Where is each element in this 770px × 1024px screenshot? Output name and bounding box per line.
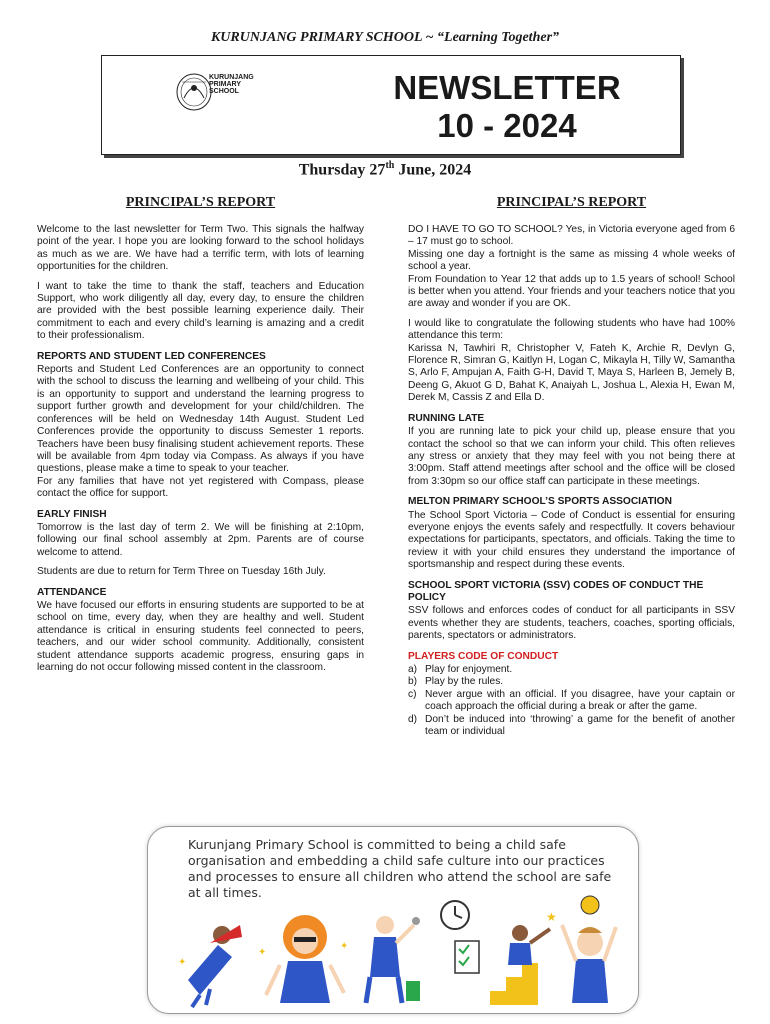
right-column (408, 195, 735, 738)
list-item: c) Never argue with an official. If you disagree, have your captain or coach approach the official during a break or after the game. (408, 688, 735, 713)
flying-hero-icon (178, 925, 242, 1007)
missing-days-text: Missing one day a fortnight is the same as missing 4 whole weeks of school a year. (408, 248, 735, 273)
svg-text:✦: ✦ (340, 941, 349, 952)
cheering-hero-icon (562, 896, 616, 1003)
congratulations-text: I would like to congratulate the following students who have had 100% attendance this term: (408, 317, 735, 342)
sports-association-heading: MELTON PRIMARY SCHOOL’S SPORTS ASSOCIATION (408, 496, 672, 508)
right-column-title: PRINCIPAL’S REPORT (496, 195, 647, 210)
conferences-heading: REPORTS AND STUDENT LED CONFERENCES (37, 350, 266, 362)
svg-text:✦: ✦ (178, 957, 187, 968)
svg-text:✦: ✦ (258, 947, 267, 958)
attendance-question: DO I HAVE TO GO TO SCHOOL? Yes, in Victoria everyone aged from 6 – 17 must go to school. (408, 224, 735, 248)
stairs-hero-icon (490, 910, 557, 1005)
recycling-hero-icon (366, 916, 420, 1003)
newsletter-date: Thursday 27th June, 2024 (298, 160, 472, 179)
thanks-paragraph: I want to take the time to thank the staff, teachers and Education Support, who work diligently all day, every day, to ensure the children are provided with the best possible learning experience daily. Their commitment to each and every child’s learning is amazing and a credit to their professionalism. (37, 280, 364, 342)
running-late-heading: RUNNING LATE (408, 412, 485, 424)
foundation-text: From Foundation to Year 12 that adds up to 1.5 years of school! School is better when you attend. Your friends and your teachers notice that you are away and wonder if you are OK. (408, 273, 735, 310)
clock-icon (441, 901, 469, 929)
players-code-heading: PLAYERS CODE OF CONDUCT (408, 650, 559, 662)
return-paragraph: Students are due to return for Term Three on Tuesday 16th July. (37, 566, 326, 578)
svg-text:★: ★ (546, 910, 557, 924)
newsletter-title: NEWSLETTER (393, 69, 621, 106)
list-item: a) Play for enjoyment. (408, 664, 513, 675)
early-finish-paragraph: Tomorrow is the last day of term 2. We will be finishing at 2:10pm, following our final school assembly at 2pm. Parents are of course welcome to attend. (37, 521, 364, 558)
child-safe-banner (147, 826, 639, 1014)
newsletter-issue: 10 - 2024 (437, 107, 577, 144)
attendance-paragraph: We have focused our efforts in ensuring students are supported to be at school on time, every day, when they are healthy and well. Student attendance is critical in ensuring students feel connected to peers, teachers, and our wider school community. Additionally, consistent student attendance supports academic progress, ensuring gaps in learning do not occur following missed content in the classroom. (37, 599, 364, 673)
school-header-line: KURUNJANG PRIMARY SCHOOL ~ “Learning Together” (210, 30, 560, 45)
child-safe-statement: Kurunjang Primary School is committed to being a child safe organisation and embedding a child safe culture into our practices and processes to ensure all children who attend the school are safe at all times. (188, 837, 612, 900)
checklist-icon (455, 941, 479, 973)
left-column (37, 195, 364, 681)
players-code-list (408, 664, 735, 738)
conferences-paragraph: Reports and Student Led Conferences are an opportunity to connect with the school to discuss the learning and wellbeing of your child. This is an opportunity to support and understand the learning progress to support further growth and development for your child/children. The conferences will be held on Wednesday 14th August. Student Led Conferences provide the opportunity to discuss Semester 1 reports. Teachers have been busy finalising student achievement reports. These will be available from 4pm today via Compass. As always if you have questions, please make a time to speak to your teacher. (37, 364, 364, 475)
attendance-heading: ATTENDANCE (37, 586, 107, 598)
list-item: b) Play by the rules. (408, 676, 504, 688)
girl-hero-icon (258, 915, 348, 1003)
ssv-paragraph: SSV follows and enforces codes of conduct for all participants in SSV events whether they are students, teachers, coaches, sporting officials, parents, spectators or administrators. (408, 605, 735, 642)
student-list: Karissa N, Tawhiri R, Christopher V, Fateh K, Archie R, Devlyn G, Florence R, Simran G, Kaitlyn H, Logan C, Mikayla H, Tilly W, Samantha S, Arlo F, Ampujan A, Faith G-H, David T, Maya S, Harleen B, Jemely B, Deeng G, Akuot G D, Bahat K, Anaiyah L, Joshua L, Alexia H, Ewan M, Derek M, Cassis Z and Ella D. (408, 342, 735, 404)
list-item: d) Don’t be induced into ‘throwing’ a game for the benefit of another team or individual (408, 713, 735, 738)
logo-wordmark: KURUNJANG PRIMARY SCHOOL (209, 74, 254, 95)
running-late-paragraph: If you are running late to pick your child up, please ensure that you contact the school so that we can inform your child. This often relieves any stress or anxiety that they may feel with you not being there at 3:00pm. Staff attend meetings after school and the office will be closed from 3:30pm so our office staff can participate in these meetings. (408, 426, 735, 487)
compass-paragraph: For any families that have not yet registered with Compass, please contact the office for support. (37, 475, 364, 500)
left-column-title: PRINCIPAL’S REPORT (125, 195, 276, 210)
newsletter-masthead (101, 55, 681, 155)
welcome-paragraph: Welcome to the last newsletter for Term Two. This signals the halfway point of the year. I hope you are looking forward to the school holidays as much as we are. We have had a terrific term, with lots of learning opportunities for the children. (37, 224, 364, 273)
ssv-heading: SCHOOL SPORT VICTORIA (SSV) CODES OF CONDUCT THE POLICY (408, 579, 704, 603)
sports-association-paragraph: The School Sport Victoria – Code of Conduct is essential for ensuring everyone enjoys the events safely and respectfully. It covers behaviour expectations for participants, spectators, and officials. Taking the time to review it with your child ensures they understand the importance of sportsmanship and respect during these events. (408, 509, 735, 571)
superhero-children-illustration (170, 885, 620, 1013)
early-finish-heading: EARLY FINISH (37, 508, 107, 520)
